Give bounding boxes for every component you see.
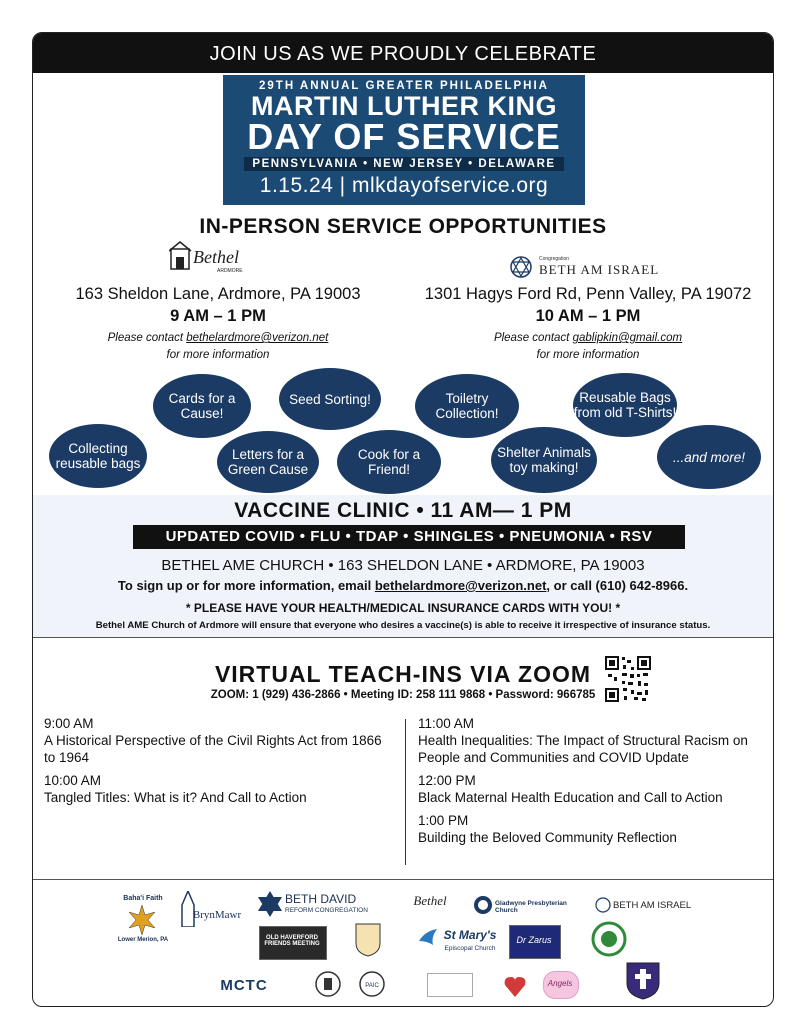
zoom-info: ZOOM: 1 (929) 436-2866 • Meeting ID: 258 111 9868 • Password: 966785 [210, 689, 596, 701]
event-line3: DAY OF SERVICE [247, 116, 561, 157]
mctc-label: MCTC [220, 977, 268, 994]
bryn-mawr-label: BrynMawr [192, 909, 242, 921]
beth-david-label: BETH DAVID [285, 892, 357, 906]
beth-am-sponsor-label: BETH AM ISRAEL [613, 900, 692, 911]
bahai-star-icon [126, 905, 158, 935]
event-states: PENNSYLVANIA • NEW JERSEY • DELAWARE [244, 157, 563, 171]
session-title: Tangled Titles: What is it? And Call to Action [44, 790, 307, 805]
session-title: Black Maternal Health Education and Call to Action [418, 790, 723, 805]
shield-crest-icon [355, 923, 381, 957]
angels-label: Angels [547, 979, 573, 988]
session-time: 10:00 AM [44, 773, 102, 788]
old-haverford-label: OLD HAVERFORD FRIENDS MEETING [264, 935, 320, 947]
venue-beth-am [403, 285, 773, 364]
vaccine-title: VACCINE CLINIC • 11 AM— 1 PM [234, 499, 572, 522]
bahai-location: Lower Merion, PA [117, 937, 169, 943]
community-seal-icon [315, 971, 341, 997]
vaccine-types-pill: UPDATED COVID • FLU • TDAP • SHINGLES • PNEUMONIA • RSV [133, 525, 685, 549]
event-line1: 29TH ANNUAL GREATER PHILADELPHIA [259, 80, 549, 92]
event-banner [223, 75, 585, 205]
qr-code-icon[interactable] [604, 655, 652, 703]
activity-bubble: Cards for a Cause! [153, 374, 251, 438]
gladwyne-seal-icon [473, 895, 493, 915]
event-line2: MARTIN LUTHER KING [251, 91, 557, 121]
activity-bubble: Seed Sorting! [279, 368, 381, 430]
vaccine-signup: To sign up or for more information, email bethelardmore@verizon.net, or call (610) 642-8966. [117, 578, 689, 593]
green-seal-icon [591, 921, 627, 957]
bethel-sponsor-label: Bethel [413, 893, 447, 908]
bethel-logo [169, 241, 251, 275]
vaccine-notice: * PLEASE HAVE YOUR HEALTH/MEDICAL INSURANCE CARDS WITH YOU! * [185, 601, 621, 615]
bahai-label: Baha'i Faith [123, 895, 163, 902]
top-banner: JOIN US AS WE PROUDLY CELEBRATE [33, 33, 773, 73]
venue-contact: Please contact bethelardmore@verizon.net for more information [107, 332, 329, 361]
pennsylvania-chapter-logo [427, 973, 473, 997]
zoom-title: VIRTUAL TEACH-INS VIA ZOOM [214, 661, 592, 687]
dr-zarus-label: Dr Zarus [516, 935, 552, 945]
activity-bubble: Letters for a Green Cause [217, 431, 319, 493]
venue-time: 9 AM – 1 PM [170, 307, 266, 325]
contact-email-link[interactable]: gablipkin@gmail.com [572, 332, 683, 344]
st-marys-label: St Mary's [443, 928, 497, 942]
paic-label: PAIC [365, 983, 379, 989]
session-title: A Historical Perspective of the Civil Rights Act from 1866 to 1964 [44, 733, 382, 765]
ame-shield-icon [625, 961, 661, 1001]
venue-bethel [33, 285, 403, 364]
activity-bubble: Cook for a Friend! [337, 430, 441, 494]
beth-david-sub: REFORM CONGREGATION [285, 907, 368, 914]
flyer-frame [32, 32, 774, 1007]
beth-david-menorah-icon [255, 889, 285, 919]
section-divider [33, 637, 773, 638]
vaccine-email-link[interactable]: bethelardmore@verizon.net [374, 578, 547, 593]
activity-bubble: Reusable Bags from old T-Shirts! [573, 373, 677, 437]
session-time: 9:00 AM [44, 716, 94, 731]
svg-text:BETH AM ISRAEL: BETH AM ISRAEL [539, 262, 659, 277]
contact-email-link[interactable]: bethelardmore@verizon.net [186, 332, 329, 344]
activity-bubble: Collecting reusable bags [49, 424, 147, 488]
event-date-site[interactable]: 1.15.24 | mlkdayofservice.org [259, 174, 549, 197]
session-time: 11:00 AM [418, 716, 475, 731]
session-divider [405, 719, 406, 865]
venue-address: 163 Sheldon Lane, Ardmore, PA 19003 [75, 285, 361, 303]
session-title: Health Inequalities: The Impact of Structural Racism on People and Communities and COVID Update [418, 733, 748, 765]
sessions-right [418, 715, 768, 852]
activity-bubble: Shelter Animals toy making! [491, 427, 597, 493]
vaccine-assurance: Bethel AME Church of Ardmore will ensure that everyone who desires a vaccine(s) is able to receive it irrespective of insurance status. [95, 620, 711, 631]
vaccine-location: BETHEL AME CHURCH • 163 SHELDON LANE • ARDMORE, PA 19003 [161, 557, 645, 574]
session-title: Building the Beloved Community Reflection [418, 830, 677, 845]
beth-am-israel-logo [509, 255, 659, 279]
svg-text:Congregation: Congregation [539, 256, 570, 262]
gladwyne-label: Gladwyne Presbyterian Church [495, 900, 567, 914]
session-time: 12:00 PM [418, 773, 476, 788]
sponsor-divider [33, 879, 773, 880]
activity-bubble: ...and more! [657, 425, 761, 489]
svg-text:Bethel: Bethel [193, 247, 239, 267]
st-marys-sub: Episcopal Church [444, 945, 496, 952]
activity-bubble: Toiletry Collection! [415, 374, 519, 438]
heart-figure-icon [503, 971, 527, 999]
venue-address: 1301 Hagys Ford Rd, Penn Valley, PA 19072 [424, 285, 752, 303]
beth-am-seal-icon [595, 897, 611, 913]
session-time: 1:00 PM [418, 813, 469, 828]
svg-text:ARDMORE: ARDMORE [217, 268, 243, 274]
sessions-left [44, 715, 394, 812]
in-person-title: IN-PERSON SERVICE OPPORTUNITIES [199, 215, 607, 238]
dove-icon [417, 927, 439, 949]
venue-time: 10 AM – 1 PM [535, 307, 641, 325]
venue-contact: Please contact gablipkin@gmail.com for more information [493, 332, 683, 361]
